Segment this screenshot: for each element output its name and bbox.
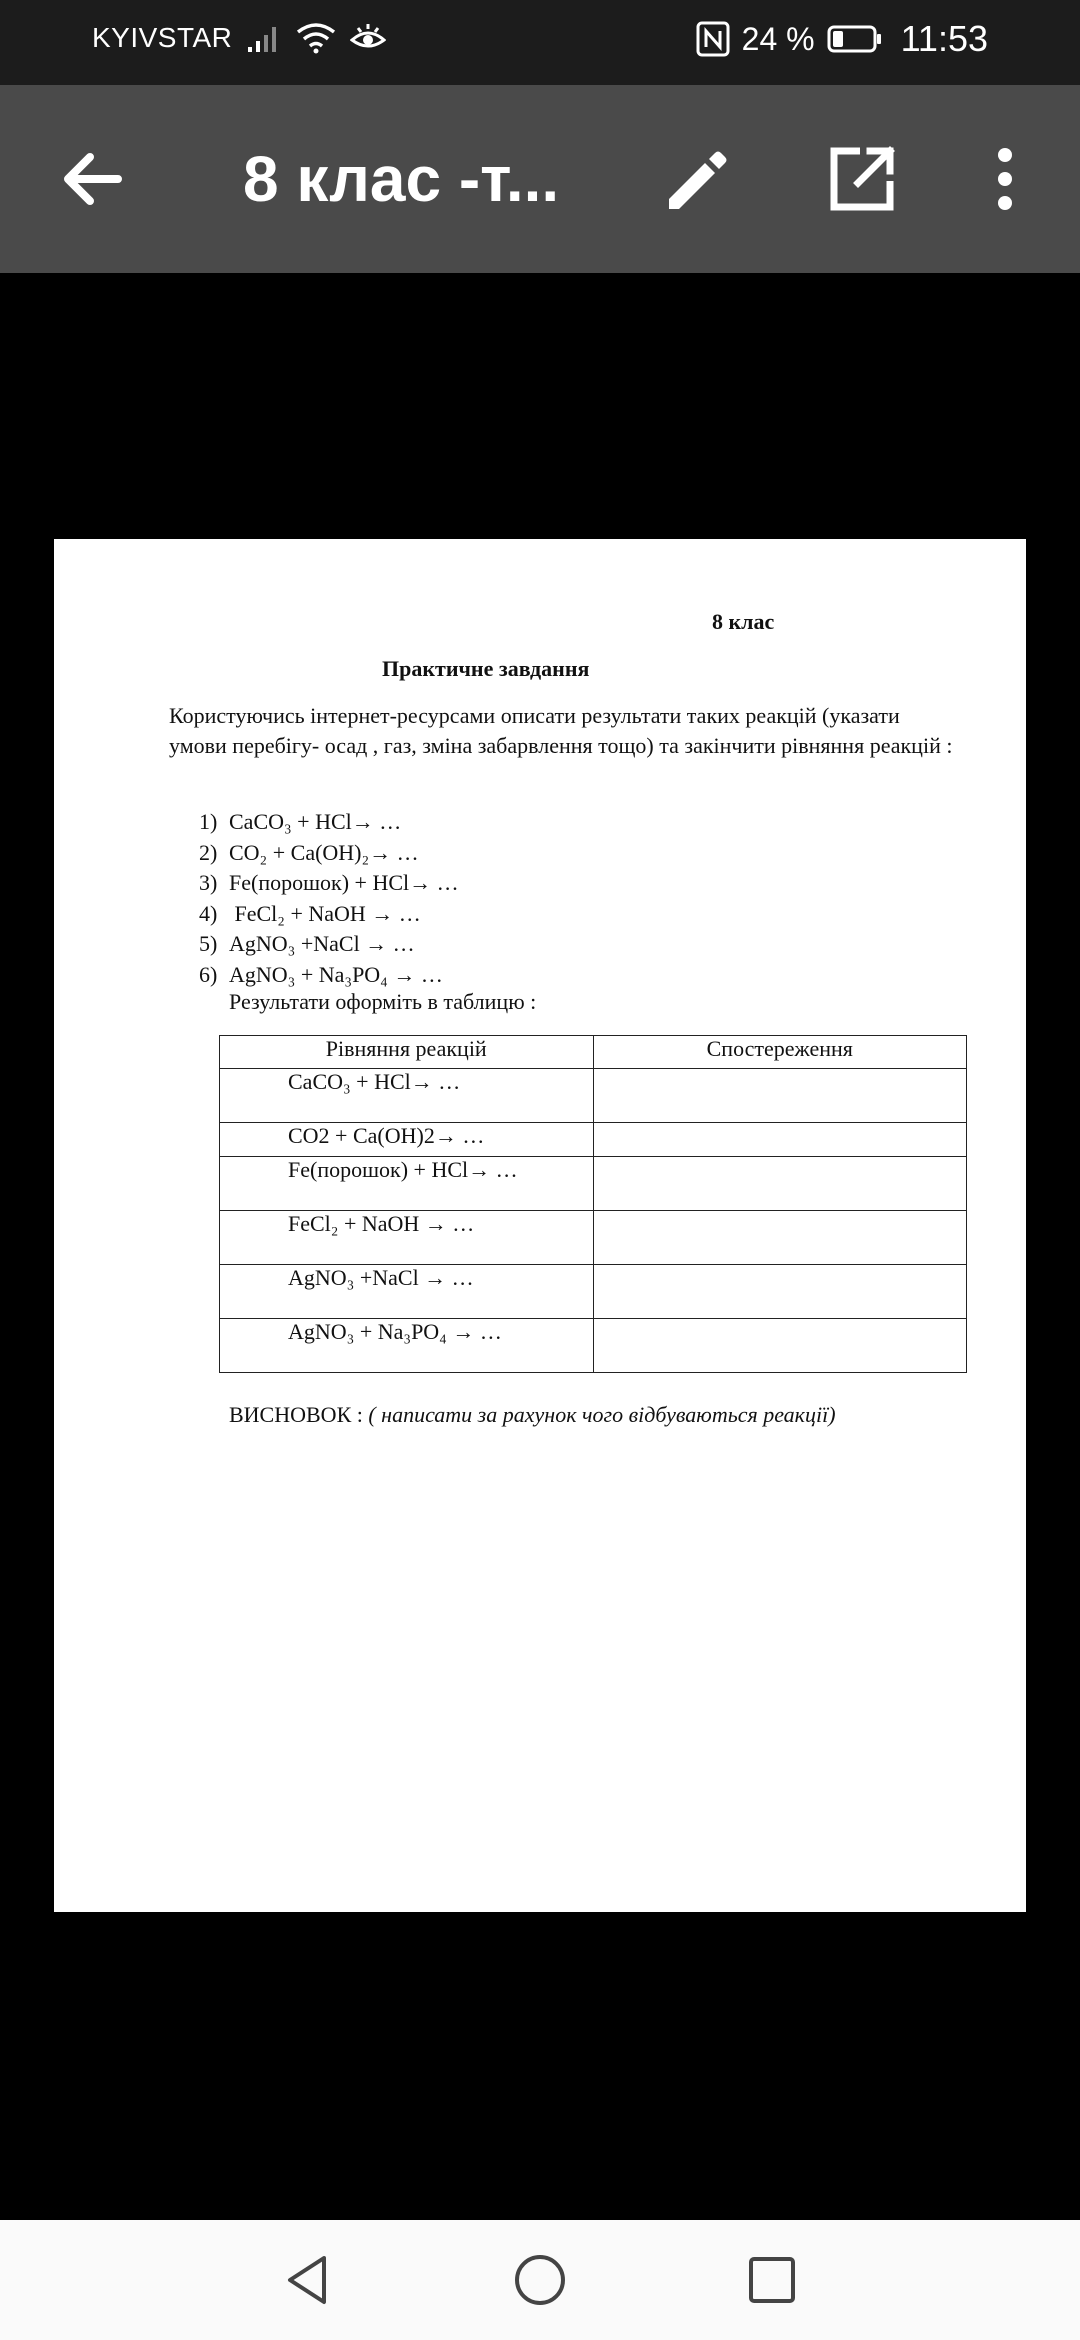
table-cell: FeCl₂ + NaOH → … [220, 1211, 594, 1265]
table-cell [593, 1319, 967, 1373]
nav-recent-icon [742, 2250, 802, 2310]
battery-icon [827, 24, 883, 54]
table-row [220, 1211, 967, 1265]
doc-conclusion [229, 1402, 836, 1428]
list-item: 1) CaCO₃ + HCl→ … [199, 809, 402, 834]
nav-back-button[interactable] [278, 2250, 338, 2310]
nav-home-button[interactable] [510, 2250, 570, 2310]
list-item: 3) Fe(порошок) + HCl→ … [199, 870, 459, 895]
document-viewer[interactable] [0, 273, 1080, 2220]
nav-recent-button[interactable] [742, 2250, 802, 2310]
table-cell: CaCO₃ + HCl→ … [220, 1069, 594, 1123]
eye-comfort-icon [350, 22, 386, 54]
list-item: 5) AgNO₃ +NaCl → … [199, 931, 415, 956]
arrow-back-icon [52, 137, 136, 221]
list-item: 6) AgNO₃ + Na₃PO₄ → … [199, 961, 443, 987]
results-table [219, 1035, 967, 1373]
doc-grade: 8 клас [712, 609, 775, 634]
reaction-list [199, 807, 459, 990]
table-header-row [220, 1036, 967, 1069]
back-button[interactable] [52, 137, 136, 221]
carrier-name: KYIVSTAR [92, 22, 233, 53]
list-item: 2) CO₂ + Ca(OH)₂→ … [199, 839, 419, 865]
more-options-button[interactable] [980, 137, 1030, 221]
table-note: Результати оформіть в таблицю : [229, 989, 537, 1014]
table-cell [593, 1157, 967, 1211]
table-cell [593, 1123, 967, 1157]
conclusion-label: ВИСНОВОК : [229, 1402, 363, 1427]
nav-back-icon [278, 2250, 338, 2310]
document-title: 8 клас -т... [243, 143, 560, 215]
list-item: 4) FeCl₂ + NaOH → … [199, 900, 421, 926]
nfc-icon [696, 21, 730, 57]
table-row [220, 1157, 967, 1211]
column-header: Рівняння реакцій [220, 1036, 594, 1069]
doc-intro: Користуючись інтернет-ресурсами описати результати таких реакцій (указати умови перебігу- осад , газ, зміна забарвлення тощо) та закінчити рівняння реакцій : [169, 703, 953, 758]
table-row [220, 1069, 967, 1123]
table-cell: Fe(порошок) + HCl→ … [220, 1157, 594, 1211]
table-cell: AgNO₃ +NaCl → … [220, 1265, 594, 1319]
more-vert-icon [980, 137, 1030, 221]
doc-heading: Практичне завдання [382, 656, 590, 681]
conclusion-hint: ( написати за рахунок чого відбуваються реакції) [368, 1402, 836, 1427]
table-cell: CO2 + Ca(OH)2→ … [220, 1123, 594, 1157]
app-bar [0, 85, 1080, 273]
table-row [220, 1123, 967, 1157]
signal-icon [246, 23, 282, 53]
clock: 11:53 [900, 18, 988, 59]
wifi-icon [296, 22, 336, 54]
table-row [220, 1319, 967, 1373]
table-cell [593, 1265, 967, 1319]
table-cell: AgNO₃ + Na₃PO₄ → … [220, 1319, 594, 1373]
battery-percent: 24 % [741, 20, 815, 57]
table-cell [593, 1069, 967, 1123]
pencil-icon [655, 137, 739, 221]
edit-button[interactable] [655, 137, 739, 221]
column-header: Спостереження [593, 1036, 967, 1069]
table-row [220, 1265, 967, 1319]
open-external-icon [820, 137, 904, 221]
table-cell [593, 1211, 967, 1265]
nav-home-icon [510, 2250, 570, 2310]
status-bar [0, 0, 1080, 85]
open-external-button[interactable] [820, 137, 904, 221]
system-nav-bar [0, 2220, 1080, 2340]
document-page [54, 539, 1026, 1912]
